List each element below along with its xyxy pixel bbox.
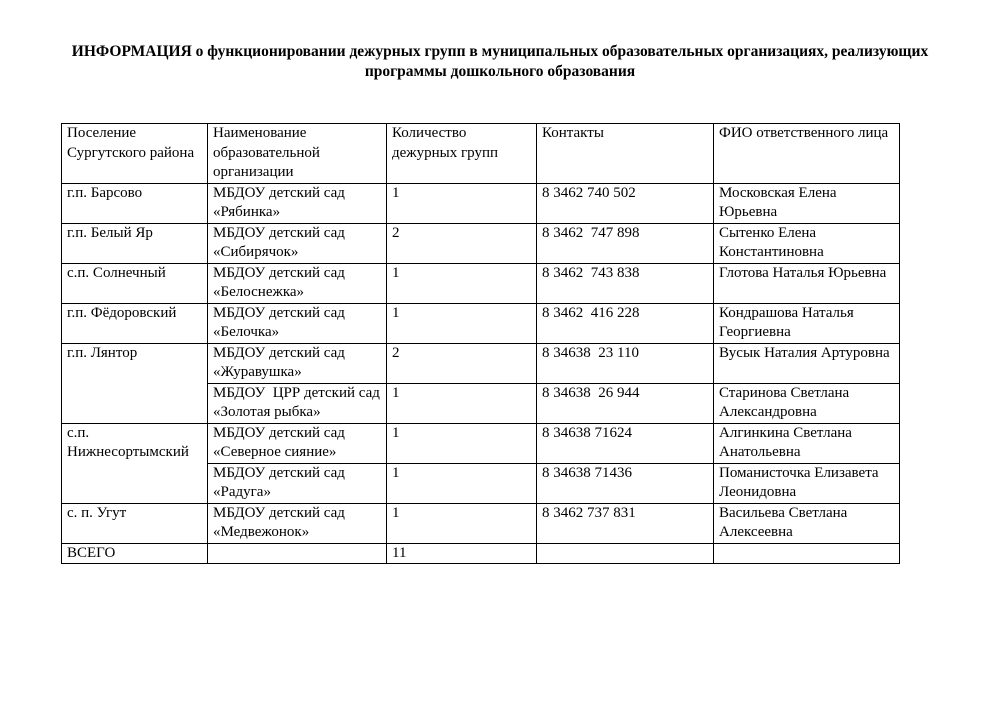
cell-contact: 8 3462 747 898: [537, 223, 714, 263]
title-line-2: программы дошкольного образования: [364, 63, 636, 80]
cell-group-count: 1: [387, 503, 537, 543]
table-row: [62, 183, 900, 223]
cell-organization: МБДОУ детский сад «Радуга»: [208, 463, 387, 503]
cell-settlement: г.п. Барсово: [62, 183, 208, 223]
cell-person: Алгинкина Светлана Анатольевна: [714, 423, 900, 463]
cell-settlement: г.п. Лянтор: [62, 343, 208, 423]
total-group-count: 11: [387, 543, 537, 564]
cell-person: Поманисточка Елизавета Леонидовна: [714, 463, 900, 503]
header-settlement: Поселение Сургутского района: [62, 124, 208, 184]
cell-organization: МБДОУ детский сад «Журавушка»: [208, 343, 387, 383]
title-line-1: ИНФОРМАЦИЯ о функционировании дежурных групп в муниципальных образовательных организациях, реализующих: [71, 43, 929, 60]
duty-groups-table: [61, 123, 900, 564]
cell-person: Глотова Наталья Юрьевна: [714, 263, 900, 303]
cell-group-count: 1: [387, 423, 537, 463]
cell-person: Сытенко Елена Константиновна: [714, 223, 900, 263]
table-row: [62, 423, 900, 463]
cell-contact: 8 3462 740 502: [537, 183, 714, 223]
table-row: [62, 343, 900, 383]
cell-person: Кондрашова Наталья Георгиевна: [714, 303, 900, 343]
cell-contact: 8 3462 743 838: [537, 263, 714, 303]
cell-person: Вусык Наталия Артуровна: [714, 343, 900, 383]
table-header-row: [62, 124, 900, 184]
cell-settlement: г.п. Фёдоровский: [62, 303, 208, 343]
table-row: [62, 223, 900, 263]
cell-settlement: с. п. Угут: [62, 503, 208, 543]
total-label: ВСЕГО: [62, 543, 208, 564]
cell-settlement: г.п. Белый Яр: [62, 223, 208, 263]
cell-organization: МБДОУ детский сад «Сибирячок»: [208, 223, 387, 263]
cell-person: Старинова Светлана Александровна: [714, 383, 900, 423]
header-group-count: Количество дежурных групп: [387, 124, 537, 184]
cell-contact: 8 34638 26 944: [537, 383, 714, 423]
cell-organization: МБДОУ детский сад «Рябинка»: [208, 183, 387, 223]
cell-contact: 8 3462 416 228: [537, 303, 714, 343]
table-row: [62, 263, 900, 303]
cell-contact: 8 34638 71624: [537, 423, 714, 463]
cell-person: Московская Елена Юрьевна: [714, 183, 900, 223]
cell-group-count: 1: [387, 263, 537, 303]
cell-group-count: 1: [387, 303, 537, 343]
table-row: [62, 503, 900, 543]
table-row: [62, 303, 900, 343]
total-person: [714, 543, 900, 564]
table-total-row: [62, 543, 900, 564]
cell-group-count: 2: [387, 343, 537, 383]
header-contacts: Контакты: [537, 124, 714, 184]
cell-organization: МБДОУ детский сад «Медвежонок»: [208, 503, 387, 543]
total-organization: [208, 543, 387, 564]
cell-contact: 8 3462 737 831: [537, 503, 714, 543]
cell-person: Васильева Светлана Алексеевна: [714, 503, 900, 543]
cell-organization: МБДОУ детский сад «Белочка»: [208, 303, 387, 343]
cell-organization: МБДОУ ЦРР детский сад «Золотая рыбка»: [208, 383, 387, 423]
header-organization: Наименование образовательной организации: [208, 124, 387, 184]
cell-organization: МБДОУ детский сад «Белоснежка»: [208, 263, 387, 303]
cell-contact: 8 34638 23 110: [537, 343, 714, 383]
cell-group-count: 2: [387, 223, 537, 263]
cell-group-count: 1: [387, 383, 537, 423]
header-responsible-person: ФИО ответственного лица: [714, 124, 900, 184]
document-title: [40, 42, 960, 82]
cell-group-count: 1: [387, 183, 537, 223]
cell-settlement: с.п. Солнечный: [62, 263, 208, 303]
cell-settlement: с.п. Нижнесортымский: [62, 423, 208, 503]
cell-group-count: 1: [387, 463, 537, 503]
total-contact: [537, 543, 714, 564]
cell-organization: МБДОУ детский сад «Северное сияние»: [208, 423, 387, 463]
cell-contact: 8 34638 71436: [537, 463, 714, 503]
